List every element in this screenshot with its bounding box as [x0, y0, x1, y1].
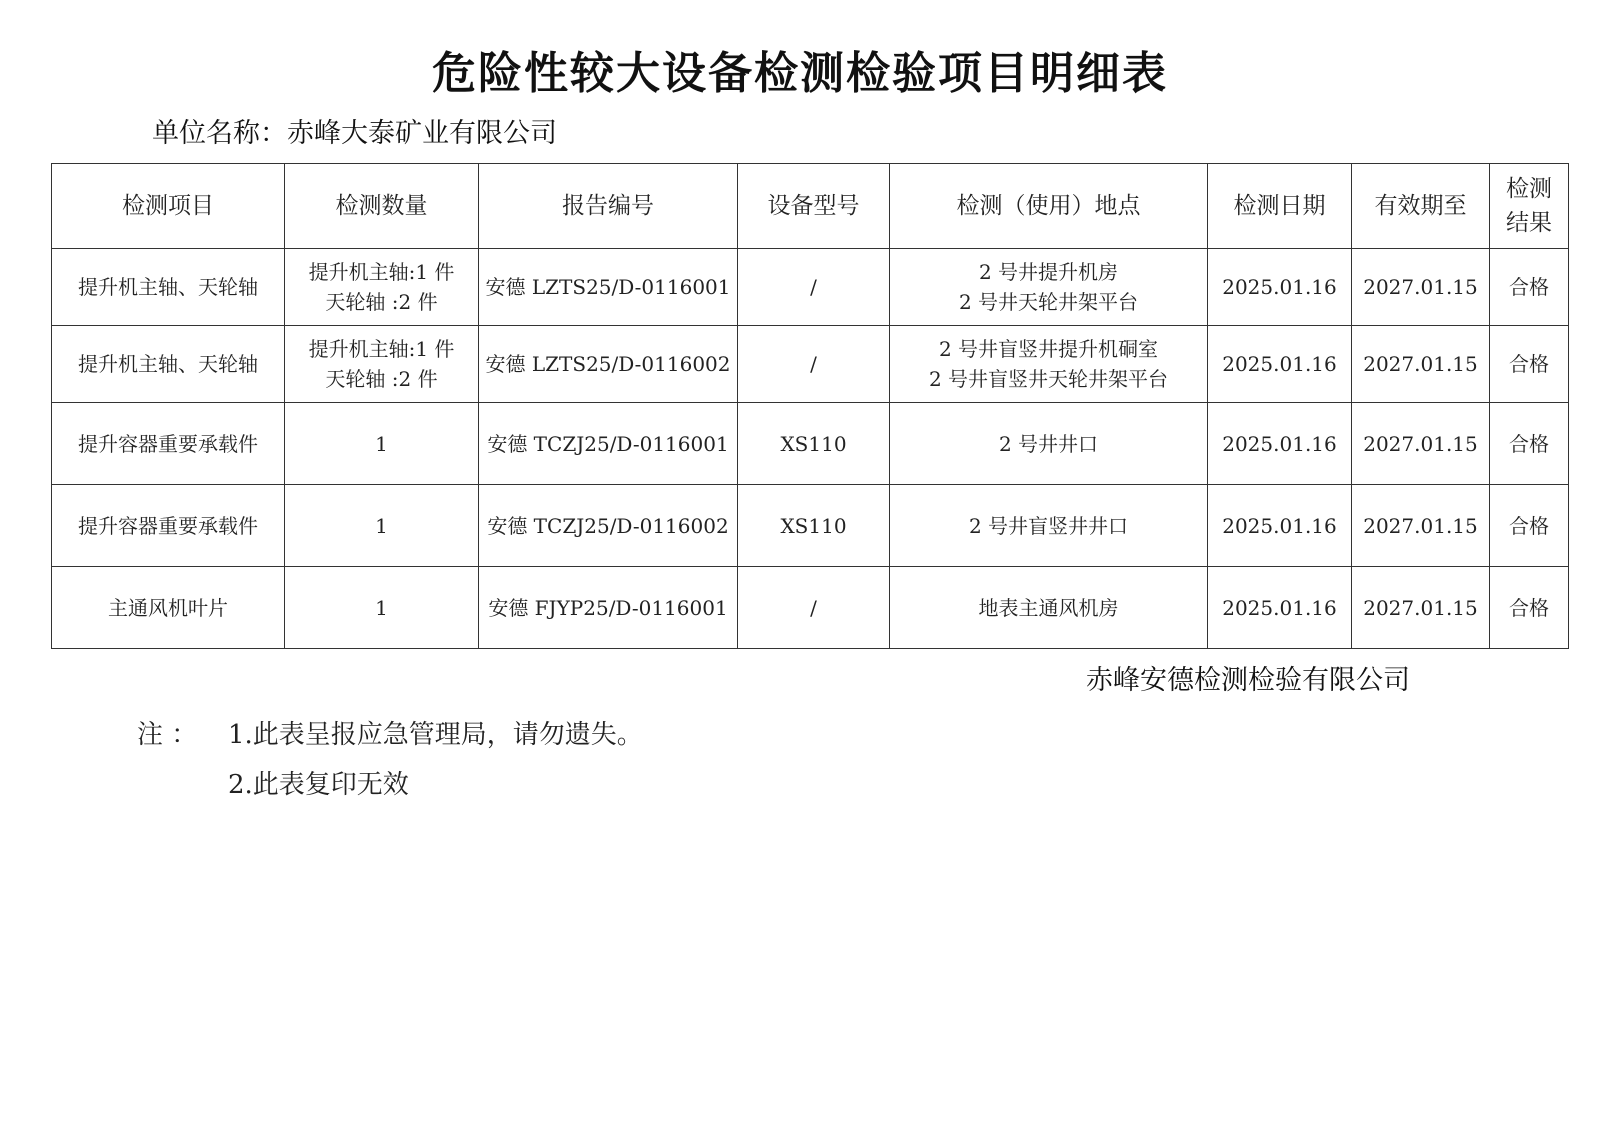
cell-valid-until: 2027.01.15: [1352, 249, 1490, 326]
cell-location: 地表主通风机房: [890, 567, 1208, 649]
cell-quantity-line: 提升机主轴:1 件: [308, 337, 455, 361]
cell-model: /: [738, 567, 890, 649]
table-row: [52, 403, 1569, 485]
cell-item: 提升机主轴、天轮轴: [52, 249, 285, 326]
cell-quantity-line: 天轮轴 :2 件: [325, 290, 438, 314]
cell-location-line: 2 号井提升机房: [978, 260, 1119, 284]
header-quantity: 检测数量: [285, 164, 479, 249]
cell-item: 提升容器重要承载件: [52, 403, 285, 485]
note-item-2: 2.此表复印无效: [228, 770, 409, 800]
cell-report-no: 安德 LZTS25/D-0116002: [479, 326, 738, 403]
header-location: 检测（使用）地点: [890, 164, 1208, 249]
cell-date: 2025.01.16: [1208, 567, 1352, 649]
cell-report-no: 安德 TCZJ25/D-0116001: [479, 403, 738, 485]
cell-valid-until: 2027.01.15: [1352, 485, 1490, 567]
cell-valid-until: 2027.01.15: [1352, 326, 1490, 403]
cell-quantity-line: 提升机主轴:1 件: [308, 260, 455, 284]
header-date: 检测日期: [1208, 164, 1352, 249]
cell-model: XS110: [738, 403, 890, 485]
header-item: 检测项目: [52, 164, 285, 249]
cell-location: 2 号井盲竖井井口: [890, 485, 1208, 567]
cell-location-line: 2 号井盲竖井天轮井架平台: [928, 367, 1169, 391]
unit-name: 单位名称：赤峰大泰矿业有限公司: [152, 118, 557, 149]
cell-result: 合格: [1490, 485, 1569, 567]
cell-location: [890, 249, 1208, 326]
cell-quantity: 1: [285, 485, 479, 567]
cell-item: 提升容器重要承载件: [52, 485, 285, 567]
cell-location-line: 2 号井天轮井架平台: [958, 290, 1139, 314]
cell-result: 合格: [1490, 326, 1569, 403]
table-row: [52, 249, 1569, 326]
cell-quantity: 1: [285, 403, 479, 485]
cell-item: 提升机主轴、天轮轴: [52, 326, 285, 403]
cell-date: 2025.01.16: [1208, 403, 1352, 485]
cell-valid-until: 2027.01.15: [1352, 567, 1490, 649]
cell-location: 2 号井井口: [890, 403, 1208, 485]
table-row: [52, 326, 1569, 403]
cell-date: 2025.01.16: [1208, 249, 1352, 326]
cell-valid-until: 2027.01.15: [1352, 403, 1490, 485]
header-model: 设备型号: [738, 164, 890, 249]
cell-location: [890, 326, 1208, 403]
cell-model: XS110: [738, 485, 890, 567]
cell-model: /: [738, 249, 890, 326]
issuing-company: 赤峰安德检测检验有限公司: [1086, 665, 1410, 696]
cell-result: 合格: [1490, 567, 1569, 649]
note-item-1: 1.此表呈报应急管理局，请勿遗失。: [228, 720, 643, 750]
inspection-table: [51, 163, 1569, 649]
page-title: 危险性较大设备检测检验项目明细表: [432, 48, 1168, 99]
cell-report-no: 安德 TCZJ25/D-0116002: [479, 485, 738, 567]
header-report-no: 报告编号: [479, 164, 738, 249]
cell-result: 合格: [1490, 249, 1569, 326]
cell-quantity: [285, 249, 479, 326]
header-valid-until: 有效期至: [1352, 164, 1490, 249]
header-result-line-2: 结果: [1506, 210, 1552, 236]
table-row: [52, 567, 1569, 649]
cell-location-line: 2 号井盲竖井提升机硐室: [938, 337, 1159, 361]
cell-date: 2025.01.16: [1208, 326, 1352, 403]
cell-quantity-line: 天轮轴 :2 件: [325, 367, 438, 391]
cell-report-no: 安德 LZTS25/D-0116001: [479, 249, 738, 326]
cell-model: /: [738, 326, 890, 403]
header-result-line-1: 检测: [1506, 176, 1552, 202]
header-result: [1490, 164, 1569, 249]
cell-report-no: 安德 FJYP25/D-0116001: [479, 567, 738, 649]
cell-quantity: 1: [285, 567, 479, 649]
table-header-row: [52, 164, 1569, 249]
cell-quantity: [285, 326, 479, 403]
cell-date: 2025.01.16: [1208, 485, 1352, 567]
cell-item: 主通风机叶片: [52, 567, 285, 649]
table-row: [52, 485, 1569, 567]
cell-result: 合格: [1490, 403, 1569, 485]
notes-label: 注 ：: [137, 720, 198, 750]
